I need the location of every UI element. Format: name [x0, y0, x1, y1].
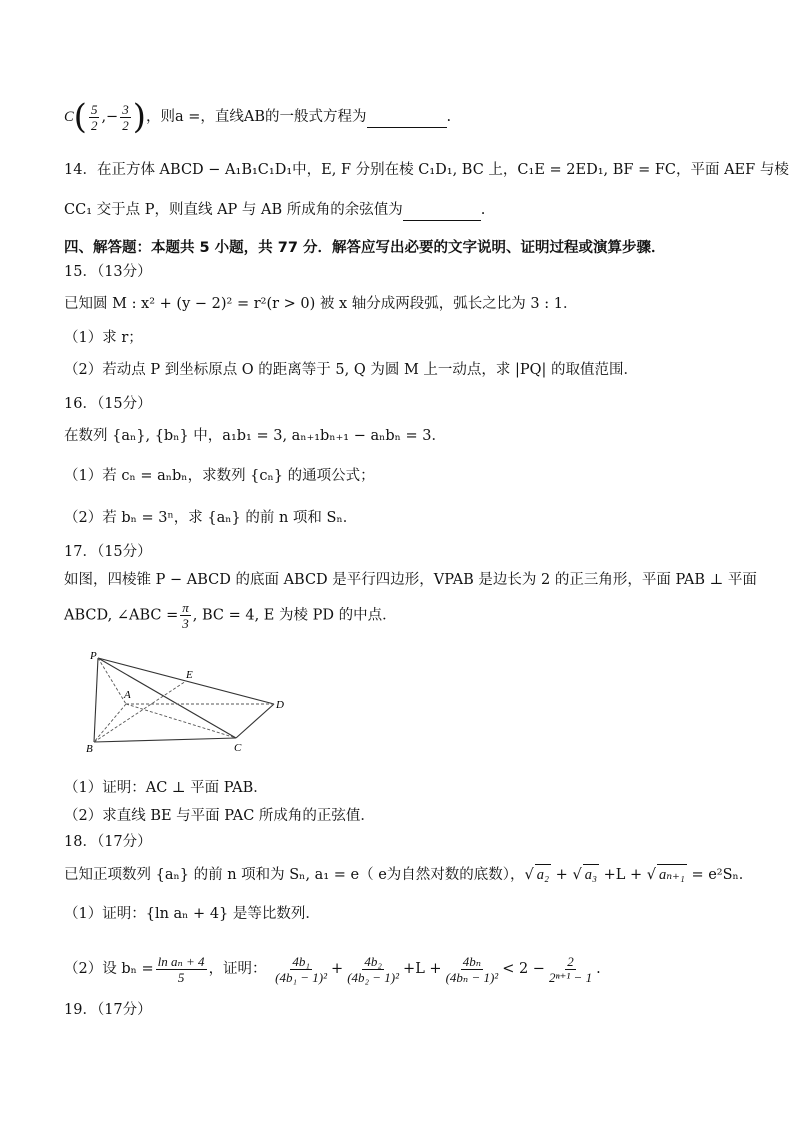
frac-num: 4bₙ — [462, 953, 482, 969]
label-c: C — [234, 742, 242, 754]
less-than: < 2 − — [502, 961, 545, 977]
q15-stem: 已知圆 M : x² + (y − 2)² = r²(r > 0) 被 x 轴分成两段弧，弧长之比为 3 : 1． — [64, 296, 578, 312]
q17-stem1: 如图，四棱锥 P − ABCD 的底面 ABCD 是平行四边形，VPAB 是边长为 2 的正三角形，平面 PAB ⊥ 平面 — [64, 572, 757, 588]
q17-part2: （2）求直线 BE 与平面 PAC 所成角的正弦值． — [64, 808, 375, 824]
sqrt-a3: a₃ — [583, 864, 599, 885]
point-c: C — [64, 109, 74, 125]
frac-num: 5 — [90, 101, 98, 117]
label-p: P — [90, 650, 97, 662]
fraction-term1 — [273, 954, 329, 985]
q16-part1: （1）若 cₙ = aₙbₙ，求数列 {cₙ} 的通项公式； — [64, 468, 375, 484]
frac-den: 2 — [122, 117, 129, 133]
frac-den: 2ⁿ⁺¹ − 1 — [548, 969, 593, 985]
edge-pc — [98, 658, 236, 738]
q13-tail: C( $\frac{5}{2}$ ,− $\frac{3}{2}$ )，则a =，直线AB的一般式方程为 . — [64, 97, 452, 137]
frac-num: ln aₙ + 4 — [157, 953, 205, 969]
mid-ldots: +L + — [403, 961, 442, 977]
fraction-3-2 — [120, 102, 131, 133]
q16-stem: 在数列 {aₙ}, {bₙ} 中，a₁b₁ = 3, aₙ₊₁bₙ₊₁ − aₙbₙ = 3． — [64, 428, 447, 444]
edge-pb — [94, 658, 98, 742]
fraction-term2 — [345, 954, 401, 985]
q18-stem-a: 已知正项数列 {aₙ} 的前 n 项和为 Sₙ, a₁ = e（ e为自然对数的底数）， — [64, 867, 525, 883]
q14-end: . — [480, 202, 486, 218]
pyramid-figure — [86, 648, 286, 758]
q14-line2 — [64, 200, 754, 221]
right-paren: ) — [132, 97, 146, 137]
sqrt-a2: a₂ — [535, 864, 551, 885]
ldots: +L + — [603, 867, 643, 883]
fraction-termn — [444, 954, 501, 985]
q17-stem2-b: , BC = 4, E 为棱 PD 的中点． — [192, 607, 397, 624]
frac-den: 3 — [182, 616, 189, 631]
sqrt-an1: aₙ₊₁ — [657, 864, 687, 885]
q13-end: . — [446, 109, 452, 125]
q15-part2: （2）若动点 P 到坐标原点 O 的距离等于 5, Q 为圆 M 上一动点，求 |PQ| 的取值范围． — [64, 362, 639, 378]
q17-stem2-a: ABCD, ∠ABC = — [64, 607, 179, 624]
q14-line1: 14．在正方体 ABCD − A₁B₁C₁D₁中，E, F 分别在棱 C₁D₁, BC 上，C₁E = 2ED₁, BF = FC，平面 AEF 与棱 — [64, 162, 789, 178]
q17-part1: （1）证明：AC ⊥ 平面 PAB． — [64, 780, 268, 796]
q13-text-b: ，直线AB的一般式方程为 — [200, 109, 367, 125]
section-four-heading: 四、解答题：本题共 5 小题，共 77 分．解答应写出必要的文字说明、证明过程或演算步骤． — [64, 240, 666, 256]
edge-cd — [236, 704, 274, 738]
q17-header: 17．（15分） — [64, 544, 152, 560]
q15-header: 15．（13分） — [64, 264, 152, 280]
frac-den: 2 — [90, 117, 98, 133]
answer-blank — [403, 200, 481, 221]
segment-be — [94, 681, 186, 742]
fraction-bn — [156, 954, 207, 985]
q15-part1: （1）求 r； — [64, 330, 143, 346]
q18-part2-a: （2）设 bₙ = — [64, 961, 154, 977]
q18-stem: 已知正项数列 {aₙ} 的前 n 项和为 Sₙ, a₁ = e（ e为自然对数的底数），√ a₂ + √ a₃ +L + √ aₙ₊₁ = e²Sₙ． — [64, 864, 754, 885]
frac-den: (4b₂ − 1)² — [347, 969, 400, 985]
fraction-5-2 — [89, 102, 100, 133]
edge-pa — [98, 658, 126, 704]
edge-bc — [94, 738, 236, 742]
q18-stem-b: = e²Sₙ． — [691, 867, 754, 883]
fraction-rhs — [547, 954, 594, 985]
frac-num: 4b₂ — [364, 953, 382, 969]
label-e: E — [186, 669, 193, 681]
frac-num: 3 — [122, 101, 129, 117]
fraction-pi-3 — [180, 600, 191, 631]
q18-part2-b: ，证明： — [208, 961, 267, 977]
label-b: B — [86, 743, 93, 755]
q18-part2: （2）设 bₙ = $\frac{\text{ln aₙ + 4}}{5}$ ，证明： $\frac{\text{4b₁}}{\text{(4b₁ − 1)²}}$ + $\frac{\text{4b₂}}{\text{(4b₂ − 1)²}}$ +L + $\frac{\text{4bₙ}}{\text{(4bₙ − 1)²}}$ < 2 − $\frac{2}{\text{2ⁿ⁺¹ − 1}}$ . — [64, 953, 601, 985]
edge-ab — [94, 704, 126, 742]
edge-ac — [126, 704, 236, 738]
q13-text-a: ，则a = — [145, 109, 201, 125]
q18-header: 18．（17分） — [64, 834, 152, 850]
frac-den: (4bₙ − 1)² — [445, 969, 499, 985]
q18-end: . — [596, 961, 601, 977]
q16-header: 16．（15分） — [64, 396, 152, 412]
frac-num: π — [182, 600, 189, 615]
answer-blank — [367, 107, 447, 128]
frac-den: (4b₁ − 1)² — [275, 969, 328, 985]
q18-part1: （1）证明：{ln aₙ + 4} 是等比数列． — [64, 906, 320, 922]
frac-num: 2 — [567, 953, 574, 969]
q19-header: 19．（17分） — [64, 1002, 152, 1018]
label-d: D — [276, 699, 284, 711]
left-paren: ( — [73, 97, 87, 137]
q17-stem2 — [64, 600, 754, 631]
q14-line2-text: CC₁ 交于点 P，则直线 AP 与 AB 所成角的余弦值为 — [64, 202, 403, 218]
frac-den: 5 — [177, 969, 185, 985]
label-a: A — [124, 689, 131, 701]
frac-num: 4b₁ — [292, 953, 310, 969]
q16-part2: （2）若 bₙ = 3ⁿ，求 {aₙ} 的前 n 项和 Sₙ． — [64, 510, 358, 526]
